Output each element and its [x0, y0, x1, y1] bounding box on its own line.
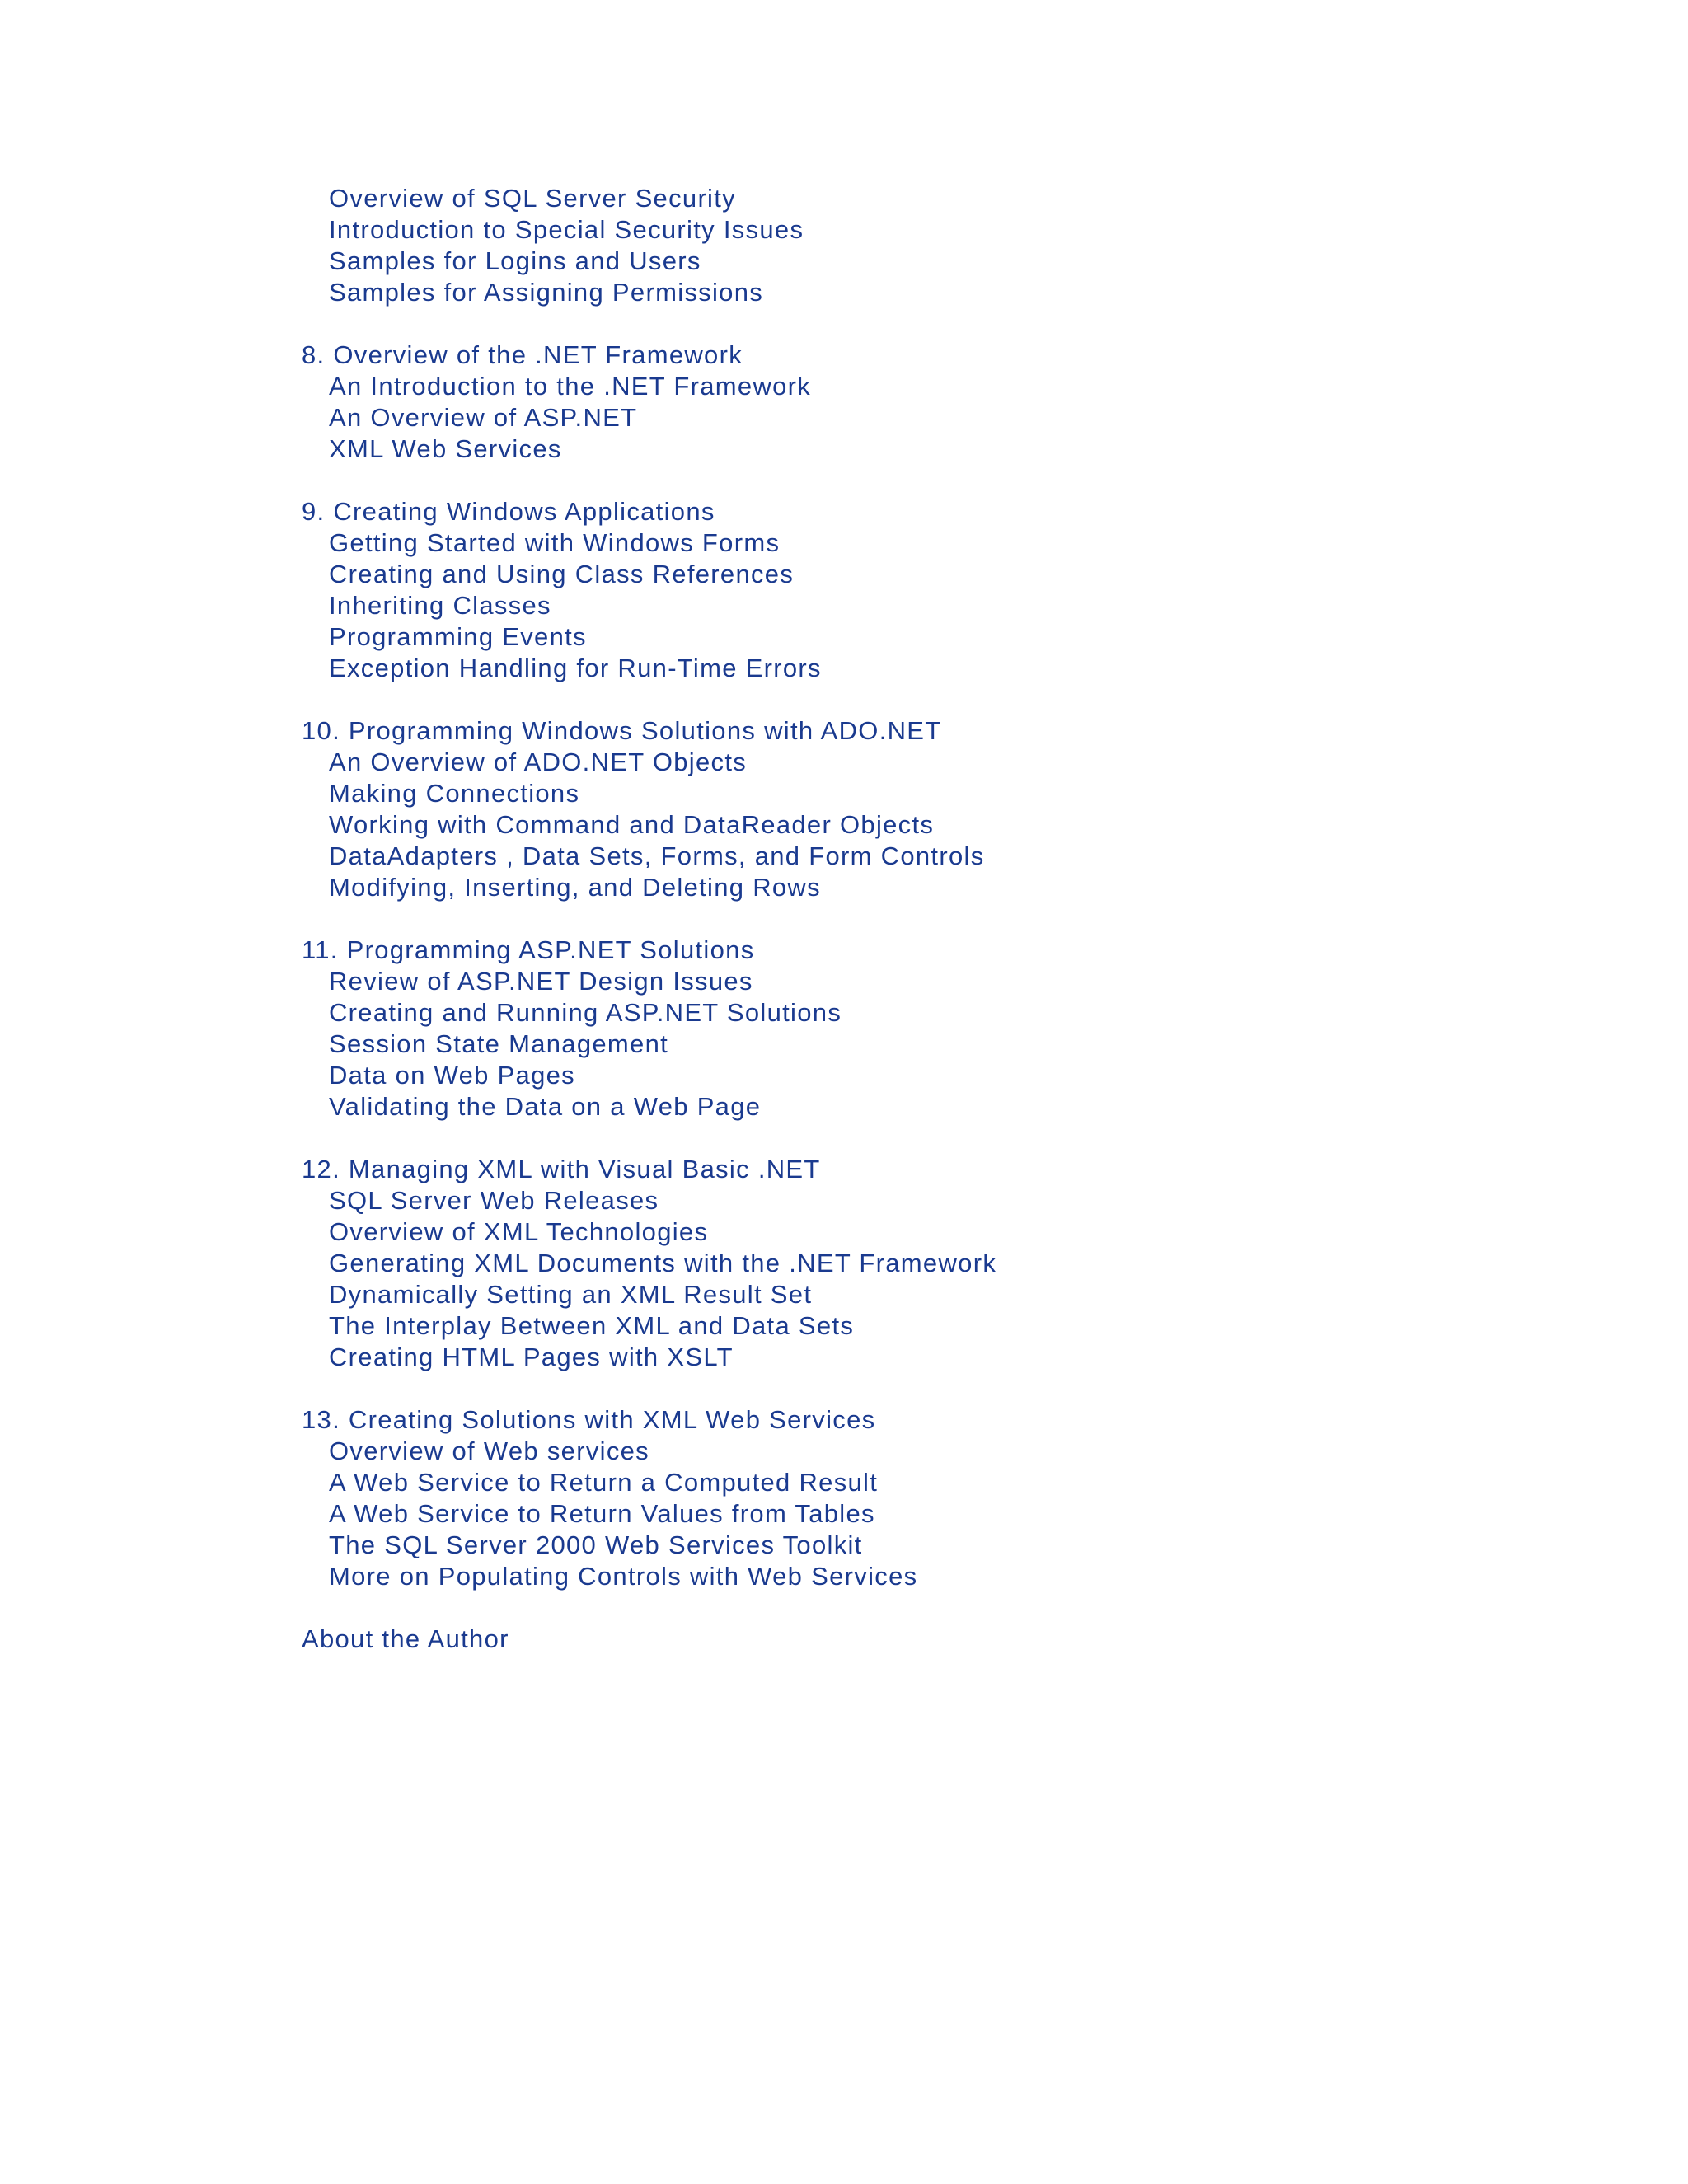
- toc-chapter-link[interactable]: 13. Creating Solutions with XML Web Services: [302, 1405, 876, 1434]
- toc-subsection-link[interactable]: Making Connections: [329, 779, 580, 808]
- toc-subsection-link[interactable]: Review of ASP.NET Design Issues: [329, 967, 753, 996]
- toc-section: [302, 1624, 1538, 1655]
- toc-chapter-link[interactable]: 8. Overview of the .NET Framework: [302, 340, 743, 369]
- toc-chapter-link[interactable]: About the Author: [302, 1624, 509, 1653]
- toc-subsection-link[interactable]: Data on Web Pages: [329, 1061, 575, 1090]
- toc-subsection-link[interactable]: An Introduction to the .NET Framework: [329, 372, 812, 401]
- toc-subsection-link[interactable]: Generating XML Documents with the .NET Framework: [329, 1249, 997, 1277]
- toc-subsection-link[interactable]: Modifying, Inserting, and Deleting Rows: [329, 873, 821, 902]
- toc-subsection-link[interactable]: SQL Server Web Releases: [329, 1186, 659, 1215]
- toc-subsection-link[interactable]: An Overview of ADO.NET Objects: [329, 748, 748, 776]
- table-of-contents: [302, 183, 1538, 1655]
- toc-section: [302, 1404, 1538, 1592]
- toc-subsection-link[interactable]: Getting Started with Windows Forms: [329, 528, 781, 557]
- toc-chapter-link[interactable]: 9. Creating Windows Applications: [302, 497, 715, 526]
- toc-subsection-link[interactable]: A Web Service to Return a Computed Result: [329, 1468, 879, 1497]
- toc-section: [302, 496, 1538, 684]
- toc-chapter-link[interactable]: 12. Managing XML with Visual Basic .NET: [302, 1155, 821, 1183]
- toc-subsection-link[interactable]: Samples for Assigning Permissions: [329, 278, 764, 307]
- toc-section: [302, 935, 1538, 1122]
- toc-subsection-link[interactable]: Inheriting Classes: [329, 591, 551, 620]
- toc-subsection-link[interactable]: More on Populating Controls with Web Services: [329, 1562, 918, 1591]
- toc-subsection-link[interactable]: XML Web Services: [329, 434, 562, 463]
- toc-subsection-link[interactable]: Introduction to Special Security Issues: [329, 215, 804, 244]
- toc-subsection-link[interactable]: Creating HTML Pages with XSLT: [329, 1343, 734, 1371]
- toc-subsection-link[interactable]: Validating the Data on a Web Page: [329, 1092, 762, 1121]
- toc-subsection-link[interactable]: Overview of SQL Server Security: [329, 184, 736, 213]
- toc-subsection-link[interactable]: DataAdapters , Data Sets, Forms, and Form Controls: [329, 841, 985, 870]
- toc-subsection-link[interactable]: Exception Handling for Run-Time Errors: [329, 654, 822, 682]
- toc-subsection-link[interactable]: Creating and Using Class References: [329, 560, 795, 588]
- toc-subsection-link[interactable]: Dynamically Setting an XML Result Set: [329, 1280, 813, 1309]
- toc-subsection-link[interactable]: The Interplay Between XML and Data Sets: [329, 1311, 855, 1340]
- toc-chapter-link[interactable]: 11. Programming ASP.NET Solutions: [302, 935, 755, 964]
- toc-subsection-link[interactable]: An Overview of ASP.NET: [329, 403, 638, 432]
- toc-subsection-link[interactable]: Creating and Running ASP.NET Solutions: [329, 998, 842, 1027]
- toc-subsection-link[interactable]: Overview of XML Technologies: [329, 1217, 709, 1246]
- toc-section: [302, 183, 1538, 308]
- toc-subsection-link[interactable]: A Web Service to Return Values from Tables: [329, 1499, 875, 1528]
- toc-section: [302, 340, 1538, 465]
- toc-subsection-link[interactable]: Overview of Web services: [329, 1436, 649, 1465]
- toc-chapter-link[interactable]: 10. Programming Windows Solutions with ADO.NET: [302, 716, 942, 745]
- toc-subsection-link[interactable]: Session State Management: [329, 1029, 669, 1058]
- toc-subsection-link[interactable]: The SQL Server 2000 Web Services Toolkit: [329, 1530, 863, 1559]
- toc-subsection-link[interactable]: Samples for Logins and Users: [329, 246, 701, 275]
- toc-section: [302, 715, 1538, 903]
- toc-subsection-link[interactable]: Working with Command and DataReader Objects: [329, 810, 935, 839]
- toc-section: [302, 1154, 1538, 1373]
- toc-subsection-link[interactable]: Programming Events: [329, 622, 587, 651]
